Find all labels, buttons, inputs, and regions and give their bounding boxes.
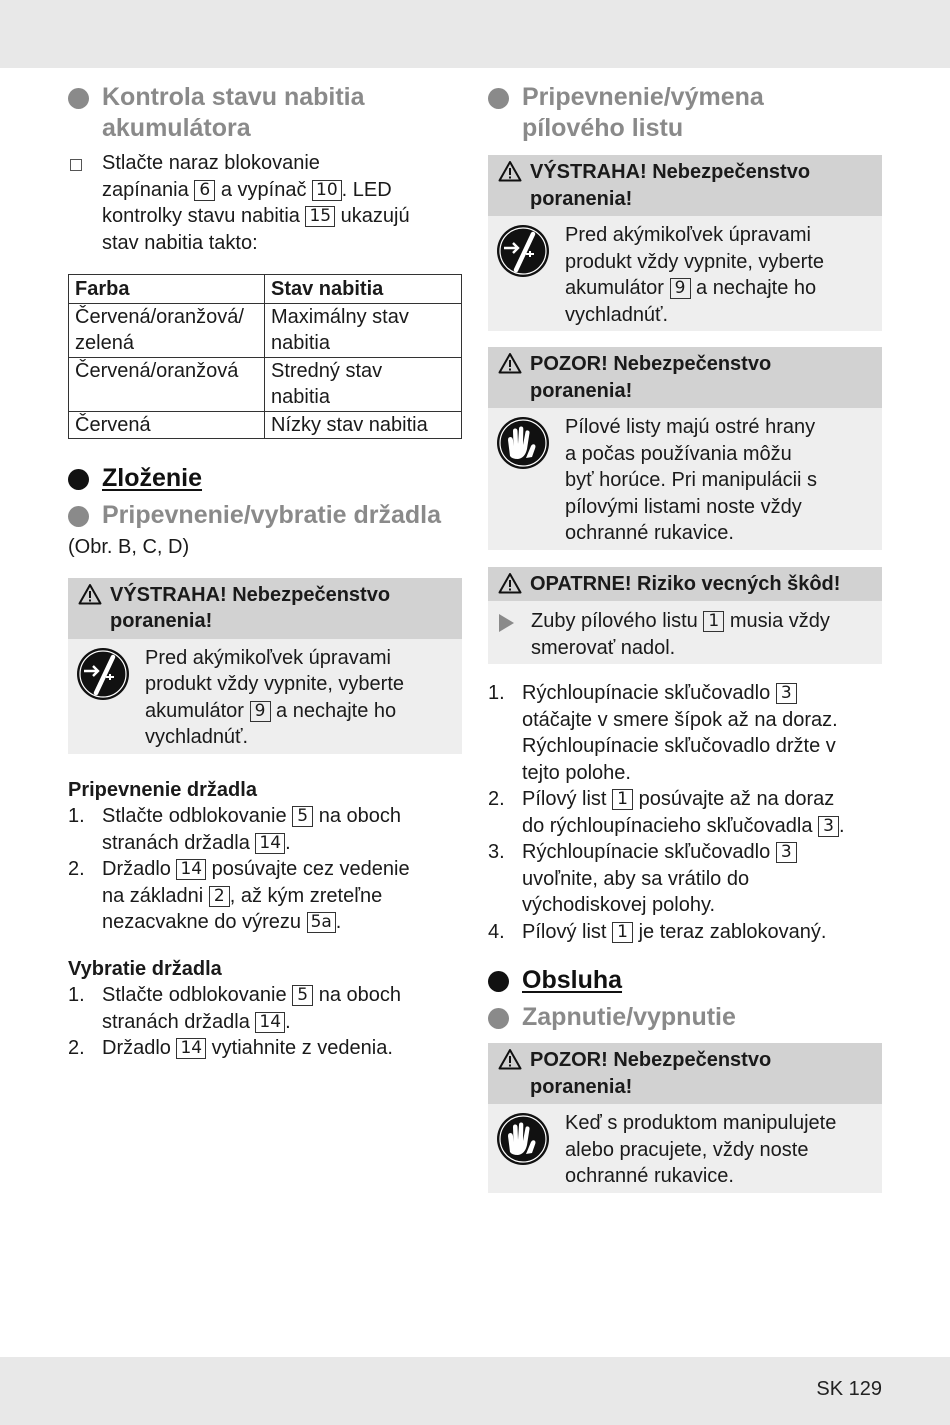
bullet-dot-icon [68, 469, 89, 490]
disconnect-power-icon [76, 647, 130, 701]
table-cell: Stredný stav nabitia [265, 357, 462, 411]
part-ref: 9 [250, 701, 271, 722]
warning-body: Pred akýmikoľvek úpravami produkt vždy vypnite, vyberte akumulátor 9 a nechajte ho vychladnúť. [68, 639, 462, 754]
warning-box [488, 155, 882, 331]
notice-header: OPATRNE! Riziko vecných škôd! [488, 567, 882, 602]
footer-band [0, 1357, 950, 1425]
page-number: SK 129 [816, 1378, 882, 1400]
caution-body: Pílové listy majú ostré hrany a počas používania môžu byť horúce. Pri manipulácii s pílovými listami noste vždy ochranné rukavice. [488, 408, 882, 550]
table-header-row [69, 275, 462, 304]
part-ref: 14 [176, 859, 206, 880]
part-ref: 5a [307, 912, 336, 933]
list-item: 2. Držadlo 14 vytiahnite z vedenia. [68, 1037, 393, 1059]
warning-body: Pred akýmikoľvek úpravami produkt vždy vypnite, vyberte akumulátor 9 a nechajte ho vychladnúť. [488, 216, 882, 331]
part-ref: 3 [776, 683, 797, 704]
checkbox-bullet-icon [70, 159, 82, 171]
warning-triangle-icon [498, 572, 522, 594]
caution-body: Keď s produktom manipulujete alebo pracujete, vždy noste ochranné rukavice. [488, 1104, 882, 1193]
protective-gloves-icon [496, 416, 550, 470]
section-heading-blade: Pripevnenie/výmena pílového listu [488, 82, 882, 144]
part-ref: 1 [612, 922, 633, 943]
arrow-right-icon [499, 614, 514, 632]
section-heading-assembly: Zloženie [68, 463, 462, 494]
warning-box [68, 578, 462, 754]
table-cell: Nízky stav nabitia [265, 411, 462, 439]
charge-status-table [68, 274, 462, 439]
list-item: 1. Stlačte odblokovanie 5 na oboch stranách držadla 14 . [68, 805, 401, 854]
part-ref: 14 [176, 1038, 206, 1059]
part-ref: 10 [312, 180, 342, 201]
part-ref: 14 [255, 833, 285, 854]
table-row [69, 357, 462, 411]
table-header: Farba [69, 275, 265, 304]
subheading-remove-handle: Vybratie držadla [68, 957, 222, 980]
table-row [69, 303, 462, 357]
list-item: 1. Stlačte odblokovanie 5 na oboch stranách držadla 14 . [68, 984, 401, 1033]
part-ref: 3 [818, 816, 839, 837]
part-ref: 9 [670, 278, 691, 299]
right-column [488, 82, 882, 1193]
list-item: 2. Držadlo 14 posúvajte cez vedenie na základni 2 , až kým zreteľne nezacvakne do výrezu 5a . [68, 858, 410, 933]
bullet-dot-icon [488, 971, 509, 992]
bullet-dot-icon [488, 88, 509, 109]
section-heading-operation: Obsluha [488, 965, 882, 996]
warning-header: VÝSTRAHA! Nebezpečenstvo poranenia! [488, 155, 882, 216]
warning-header: VÝSTRAHA! Nebezpečenstvo poranenia! [68, 578, 462, 639]
warning-triangle-icon [498, 352, 522, 374]
part-ref: 1 [703, 611, 724, 632]
table-cell: Červená [69, 411, 265, 439]
remove-handle-steps [68, 982, 462, 1062]
section-heading-battery-check: Kontrola stavu nabitia akumulátora [68, 82, 462, 144]
left-column [68, 82, 462, 1062]
part-ref: 3 [776, 842, 797, 863]
table-cell: Červená/oranžová/ zelená [69, 303, 265, 357]
header-band [0, 0, 950, 68]
warning-triangle-icon [78, 583, 102, 605]
caution-box [488, 347, 882, 550]
list-item: 2. Pílový list 1 posúvajte až na doraz do rýchloupínacieho skľučovadla 3 . [488, 788, 845, 837]
list-item: 4. Pílový list 1 je teraz zablokovaný. [488, 920, 827, 943]
list-item: 1. Rýchloupínacie skľučovadlo 3 otáčajte v smere šípok až na doraz. Rýchloupínacie skľučovadlo držte v tejto polohe. [488, 682, 838, 784]
battery-check-instruction: Stlačte naraz blokovanie zapínania 6 a vypínač 10 . LED kontrolky stavu nabitia 15 ukazujú stav nabitia takto: [68, 150, 462, 256]
part-ref: 14 [255, 1012, 285, 1033]
table-row [69, 411, 462, 439]
table-cell: Červená/oranžová [69, 357, 265, 411]
caution-box [488, 1043, 882, 1193]
bullet-dot-icon [488, 1008, 509, 1029]
bullet-dot-icon [68, 88, 89, 109]
figure-reference: (Obr. B, C, D) [68, 536, 190, 558]
part-ref: 1 [612, 789, 633, 810]
blade-steps [488, 680, 882, 945]
section-heading-handle: Pripevnenie/vybratie držadla [68, 500, 462, 531]
disconnect-power-icon [496, 224, 550, 278]
subheading-attach-handle: Pripevnenie držadla [68, 778, 257, 801]
caution-header: POZOR! Nebezpečenstvo poranenia! [488, 1043, 882, 1104]
table-header: Stav nabitia [265, 275, 462, 304]
protective-gloves-icon [496, 1112, 550, 1166]
notice-box [488, 567, 882, 665]
part-ref: 5 [292, 985, 313, 1006]
part-ref: 5 [292, 806, 313, 827]
part-ref: 2 [209, 886, 230, 907]
part-ref: 15 [305, 206, 335, 227]
section-heading-on-off: Zapnutie/vypnutie [488, 1002, 882, 1033]
warning-triangle-icon [498, 1048, 522, 1070]
caution-header: POZOR! Nebezpečenstvo poranenia! [488, 347, 882, 408]
list-item: 3. Rýchloupínacie skľučovadlo 3 uvoľnite, aby sa vrátilo do východiskovej polohy. [488, 839, 882, 919]
warning-triangle-icon [498, 160, 522, 182]
part-ref: 6 [194, 180, 215, 201]
table-cell: Maximálny stav nabitia [265, 303, 462, 357]
bullet-dot-icon [68, 506, 89, 527]
attach-handle-steps [68, 803, 462, 936]
notice-body: Zuby pílového listu 1 musia vždy smerovať nadol. [488, 601, 882, 664]
